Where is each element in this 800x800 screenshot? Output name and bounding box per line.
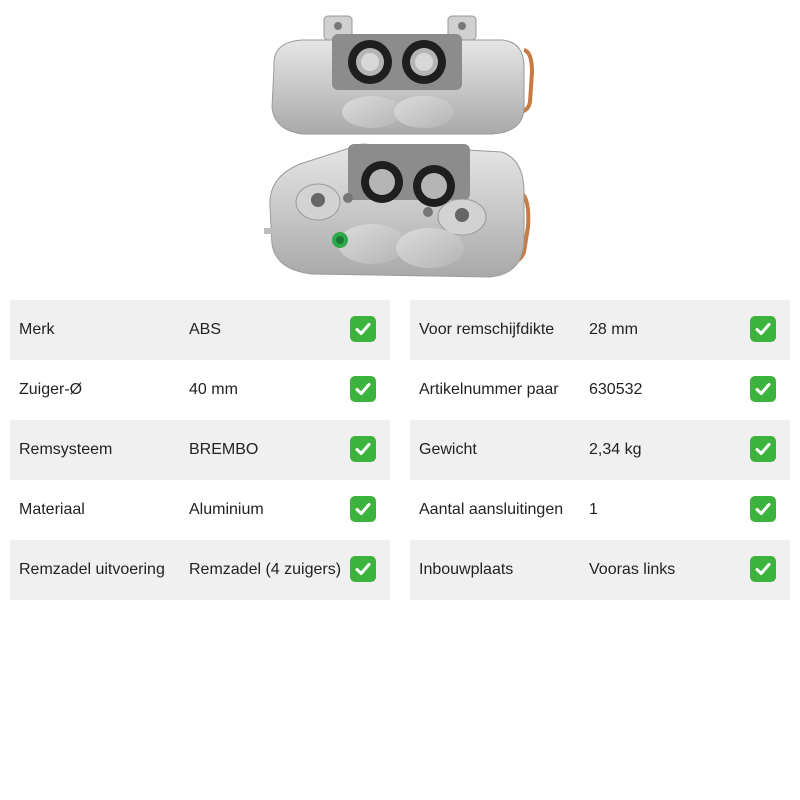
- spec-label: Materiaal: [19, 501, 85, 518]
- spec-row-zuiger: [10, 360, 390, 420]
- spec-value: 1: [589, 501, 598, 518]
- spec-label: Merk: [19, 321, 55, 338]
- spec-value: BREMBO: [189, 441, 259, 458]
- spec-row-remzadel-uitvoering: [10, 540, 390, 600]
- spec-label: Voor remschijfdikte: [419, 321, 555, 338]
- check-icon: [350, 556, 376, 582]
- spec-label: Remsysteem: [19, 441, 113, 458]
- spec-row-remschijfdikte: [410, 300, 790, 360]
- spec-value: ABS: [189, 321, 222, 338]
- check-icon: [350, 316, 376, 342]
- check-icon: [750, 496, 776, 522]
- lower-caliper: [264, 144, 528, 277]
- spec-label: Remzadel uitvoering: [19, 561, 165, 578]
- upper-caliper: [272, 16, 532, 134]
- check-icon: [750, 436, 776, 462]
- product-image: [262, 12, 538, 288]
- brake-caliper-pair-image: [262, 12, 538, 288]
- check-icon: [750, 316, 776, 342]
- spec-value: 28 mm: [589, 321, 638, 338]
- spec-value: Remzadel (4 zuigers): [189, 561, 342, 578]
- check-icon: [750, 556, 776, 582]
- spec-value: Vooras links: [589, 561, 676, 578]
- spec-row-remsysteem: [10, 420, 390, 480]
- spec-row-artikelnummer: [410, 360, 790, 420]
- spec-value: 40 mm: [189, 381, 238, 398]
- check-icon: [350, 496, 376, 522]
- spec-value: Aluminium: [189, 501, 264, 518]
- spec-row-merk: [10, 300, 390, 360]
- spec-table-right: [410, 300, 790, 600]
- spec-label: Artikelnummer paar: [419, 381, 559, 398]
- spec-row-gewicht: [410, 420, 790, 480]
- spec-value: 630532: [589, 381, 643, 398]
- spec-label: Gewicht: [419, 441, 477, 458]
- check-icon: [750, 376, 776, 402]
- spec-label: Inbouwplaats: [419, 561, 514, 578]
- check-icon: [350, 436, 376, 462]
- spec-row-inbouwplaats: [410, 540, 790, 600]
- spec-value: 2,34 kg: [589, 441, 642, 458]
- spec-table-left: [10, 300, 390, 600]
- spec-row-aansluitingen: [410, 480, 790, 540]
- spec-label: Aantal aansluitingen: [419, 501, 564, 518]
- check-icon: [350, 376, 376, 402]
- spec-label: Zuiger-Ø: [19, 381, 83, 398]
- spec-row-materiaal: [10, 480, 390, 540]
